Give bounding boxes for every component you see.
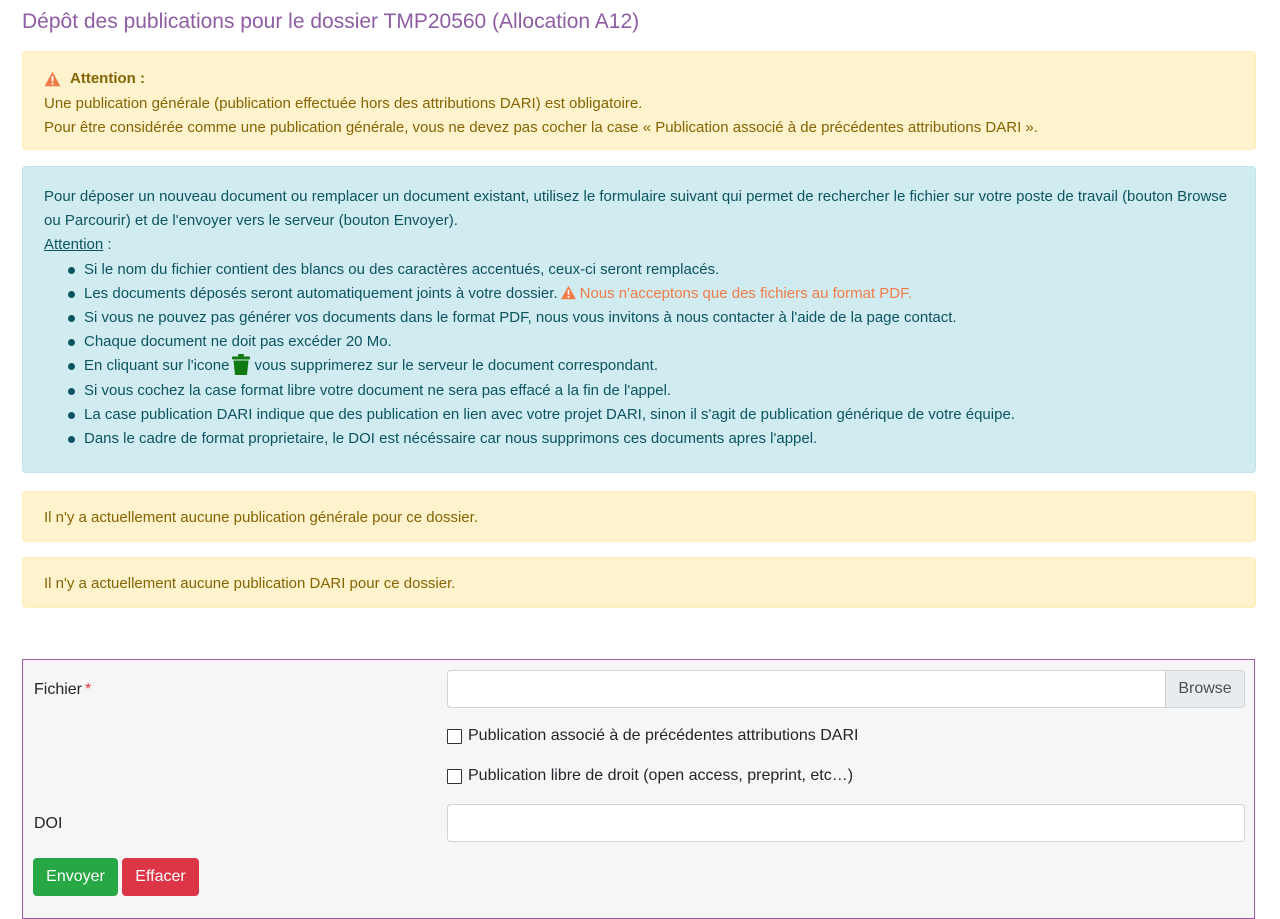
list-item-text: En cliquant sur l'icone <box>84 357 230 375</box>
info-alert <box>22 166 1256 473</box>
no-dari-publication-alert: Il n'y a actuellement aucune publication DARI pour ce dossier. <box>22 557 1256 608</box>
list-item <box>84 354 1235 378</box>
upload-form <box>22 659 1255 919</box>
attention-line-1: Une publication générale (publication effectuée hors des attributions DARI) est obligatoire. <box>44 94 643 112</box>
info-intro: Pour déposer un nouveau document ou remplacer un document existant, utilisez le formulaire suivant qui permet de rechercher le fichier sur votre poste de travail (bouton Browse ou Parcourir) et de l'envoyer vers le serveur (bouton Envoyer). <box>44 188 1228 230</box>
list-item <box>84 258 1235 282</box>
list-item <box>84 379 1235 403</box>
required-mark: * <box>85 681 92 698</box>
browse-button[interactable]: Browse <box>1165 671 1244 707</box>
attention-title: Attention : <box>70 70 145 87</box>
attention-line-2: Pour être considérée comme une publication générale, vous ne devez pas cocher la case « Publication associé à de précédentes attributions DARI ». <box>44 119 1038 136</box>
list-item <box>84 427 1235 451</box>
trash-suffix-text: vous supprimerez sur le serveur le document correspondant. <box>254 357 658 375</box>
open-access-checkbox-row[interactable] <box>447 767 853 785</box>
send-button[interactable]: Envoyer <box>33 858 118 896</box>
doi-input[interactable] <box>447 804 1245 842</box>
attention-title-row <box>44 67 1235 92</box>
list-item-text: Si vous cochez la case format libre votre document ne sera pas effacé a la fin de l'appel. <box>84 381 672 399</box>
info-attention-label <box>44 233 1235 257</box>
file-label-text: Fichier <box>34 681 83 698</box>
clear-button[interactable]: Effacer <box>122 858 199 896</box>
list-item-text: La case publication DARI indique que des publication en lien avec votre projet DARI, sinon il s'agit de publication générique de votre équipe. <box>84 405 1015 423</box>
open-access-checkbox[interactable] <box>447 769 462 784</box>
list-item-text: Les documents déposés seront automatiquement joints à votre dossier. <box>84 284 558 302</box>
list-item <box>84 403 1235 427</box>
info-attention-suffix: : <box>103 236 112 254</box>
list-item <box>84 282 1235 306</box>
attention-alert <box>22 51 1256 150</box>
dari-checkbox-label: Publication associé à de précédentes attributions DARI <box>468 727 859 744</box>
warning-triangle-icon <box>44 71 61 87</box>
list-item-text: Si vous ne pouvez pas générer vos documents dans le format PDF, nous vous invitons à nous contacter à l'aide de la page contact. <box>84 309 957 327</box>
doi-label: DOI <box>34 815 63 832</box>
no-general-publication-alert: Il n'y a actuellement aucune publication générale pour ce dossier. <box>22 491 1256 542</box>
dari-checkbox-row[interactable] <box>447 727 858 745</box>
file-label <box>34 681 91 699</box>
info-list <box>44 258 1235 452</box>
dari-checkbox[interactable] <box>447 729 462 744</box>
warning-triangle-icon <box>560 284 577 299</box>
page-title: Dépôt des publications pour le dossier TMP20560 (Allocation A12) <box>22 10 640 33</box>
info-attention-word: Attention <box>44 236 104 254</box>
list-item-text: Si le nom du fichier contient des blancs ou des caractères accentués, ceux-ci seront remplacés. <box>84 260 720 278</box>
pdf-warning-text: Nous n'acceptons que des fichiers au format PDF. <box>579 284 912 302</box>
list-item <box>84 306 1235 330</box>
list-item-text: Chaque document ne doit pas excéder 20 Mo. <box>84 333 392 351</box>
list-item <box>84 330 1235 354</box>
trash-icon <box>232 354 250 375</box>
open-access-checkbox-label: Publication libre de droit (open access, preprint, etc…) <box>468 767 854 784</box>
file-input[interactable] <box>447 670 1245 708</box>
list-item-text: Dans le cadre de format proprietaire, le DOI est nécéssaire car nous supprimons ces documents apres l'appel. <box>84 430 818 448</box>
